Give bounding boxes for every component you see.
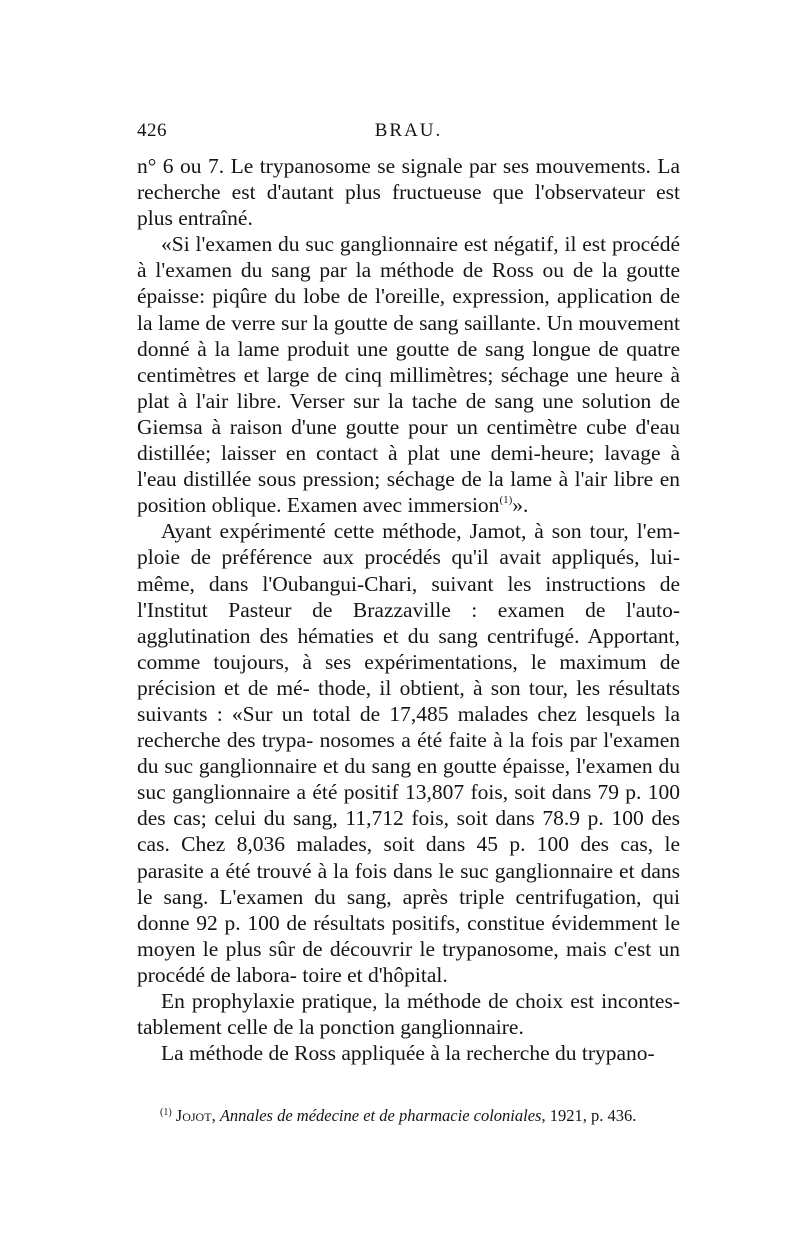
text-line: épaisse: piqûre du lobe de l'oreille, expression, application de xyxy=(137,284,680,309)
text-line: total de 17,485 malades chez lesquels la recherche des trypa- xyxy=(137,701,680,753)
text-line: à ses expérimentations, le maximum de précision et de mé- xyxy=(137,649,680,700)
text-line: position oblique. Examen avec immersion xyxy=(137,493,500,518)
text-line: des hématies et du sang centrifugé. Apportant, comme toujours, xyxy=(137,623,681,674)
closing-quote: ». xyxy=(512,493,529,518)
text-line: distillée; laisser en contact à plat une demi-heure; lavage à xyxy=(137,441,680,466)
text-line: thode, il obtient, à son tour, les résultats suivants : «Sur un xyxy=(137,675,681,726)
text-line: plat à l'air libre. Verser sur la tache de sang une solution de xyxy=(137,388,680,413)
text-line: sang, 11,712 fois, soit dans 78.9 p. 100 des cas. Chez 8,036 xyxy=(137,806,681,857)
text-line: été positif 13,807 fois, soit dans 79 p. 100 des cas; celui du xyxy=(137,780,681,831)
text-line: tablement celle de la ponction ganglionnaire. xyxy=(137,1015,524,1040)
text-line: ploie de préférence aux procédés qu'il avait appliqués, lui- xyxy=(137,545,680,570)
paragraph-1 xyxy=(137,153,680,231)
paragraph-3 xyxy=(137,518,680,988)
text-line: toire et d'hôpital. xyxy=(302,962,448,987)
paragraph-2-quotation xyxy=(137,231,680,518)
text-line: à la fois dans le suc ganglionnaire et dans le sang. L'examen xyxy=(137,858,681,909)
text-line: donné à la lame produit une goutte de sang longue de quatre xyxy=(137,336,680,361)
footnote-reference: (1) xyxy=(499,494,513,507)
text-line: du sang, après triple centrifugation, qui donne 92 p. 100 de xyxy=(137,884,680,935)
footnote-journal-title: Annales de médecine et de pharmacie coloniales xyxy=(219,1106,542,1125)
text-line: l'eau distillée sous pression; séchage de la lame à l'air libre en xyxy=(137,467,680,492)
text-line: et du sang en goutte épaisse, l'examen du suc ganglionnaire a xyxy=(137,754,681,805)
text-line: de découvrir le trypanosome, mais c'est un procédé de labora- xyxy=(137,936,680,987)
text-line: Giemsa à raison d'une goutte pour un centimètre cube d'eau xyxy=(137,414,680,439)
text-line: plus entraîné. xyxy=(137,206,253,231)
page-number: 426 xyxy=(137,120,167,141)
footnote-mark: (1) xyxy=(160,1107,172,1118)
text-line: nosomes a été faite à la fois par l'examen du suc ganglionnaire xyxy=(137,728,680,779)
text-line: «Si l'examen du suc ganglionnaire est négatif, il est procédé xyxy=(161,232,680,257)
text-line: à l'examen du sang par la méthode de Ross ou de la goutte xyxy=(137,258,680,283)
text-line: centimètres et large de cinq millimètres; séchage une heure à xyxy=(137,362,680,387)
footnote-author: Jojot xyxy=(175,1106,212,1125)
text-line: l'Institut Pasteur de Brazzaville : examen de l'auto-agglutination xyxy=(137,597,680,648)
paragraph-4 xyxy=(137,988,680,1040)
text-line: En prophylaxie pratique, la méthode de choix est incontes- xyxy=(161,989,680,1013)
body-text xyxy=(137,153,680,1066)
footnote: $^{(1)}$ Jojot, Annales de médecine et de pharmacie coloniales, 1921, p. 436. xyxy=(160,1106,637,1125)
text-line: Ayant expérimenté cette méthode, Jamot, à son tour, l'em- xyxy=(161,519,680,544)
text-line: résultats positifs, constitue évidemment le moyen le plus sûr xyxy=(137,910,681,961)
paragraph-5 xyxy=(137,1040,680,1066)
text-line: n° 6 ou 7. Le trypanosome se signale par ses mouvements. La xyxy=(137,154,680,178)
text-line: malades, soit dans 45 p. 100 des cas, le parasite a été trouvé xyxy=(137,832,680,883)
text-line: la lame de verre sur la goutte de sang saillante. Un mouvement xyxy=(137,310,680,335)
text-line: même, dans l'Oubangui-Chari, suivant les instructions de xyxy=(137,571,680,596)
text-line: La méthode de Ross appliquée à la recherche du trypano- xyxy=(161,1041,655,1066)
page-header xyxy=(137,120,680,148)
footnote-citation: , 1921, p. 436. xyxy=(541,1106,637,1125)
text-line: recherche est d'autant plus fructueuse que l'observateur est xyxy=(137,180,680,205)
running-head: BRAU. xyxy=(374,120,443,141)
